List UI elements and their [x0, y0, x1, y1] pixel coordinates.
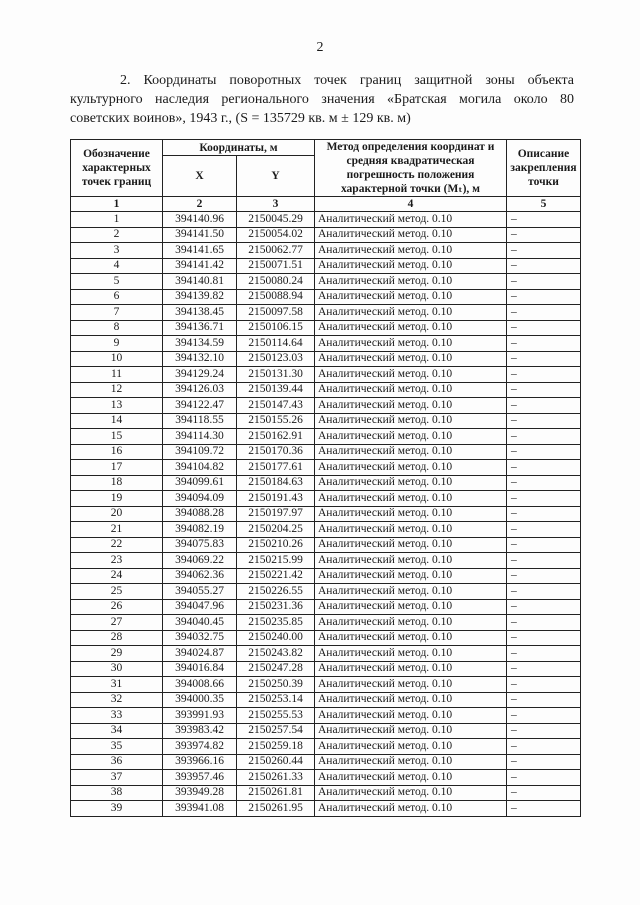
x-coordinate-cell: 394047.96	[163, 599, 237, 615]
table-row	[71, 491, 581, 507]
y-coordinate-cell: 2150170.36	[237, 444, 315, 460]
point-number-cell: 31	[71, 677, 163, 693]
point-number-cell: 6	[71, 289, 163, 305]
table-row	[71, 677, 581, 693]
y-coordinate-cell: 2150097.58	[237, 305, 315, 321]
method-cell: Аналитический метод. 0.10	[315, 289, 507, 305]
description-cell: –	[507, 320, 581, 336]
y-coordinate-cell: 2150261.95	[237, 801, 315, 817]
description-cell: –	[507, 274, 581, 290]
table-row	[71, 274, 581, 290]
point-number-cell: 30	[71, 661, 163, 677]
method-cell: Аналитический метод. 0.10	[315, 553, 507, 569]
x-coordinate-cell: 394062.36	[163, 568, 237, 584]
x-coordinate-cell: 394099.61	[163, 475, 237, 491]
header-x: X	[163, 156, 237, 197]
header-description: Описание закрепления точки	[507, 140, 581, 197]
table-row	[71, 413, 581, 429]
x-coordinate-cell: 394126.03	[163, 382, 237, 398]
method-cell: Аналитический метод. 0.10	[315, 522, 507, 538]
x-coordinate-cell: 394069.22	[163, 553, 237, 569]
y-coordinate-cell: 2150191.43	[237, 491, 315, 507]
column-number: 2	[163, 197, 237, 212]
description-cell: –	[507, 677, 581, 693]
column-number-row	[71, 197, 581, 212]
y-coordinate-cell: 2150080.24	[237, 274, 315, 290]
point-number-cell: 28	[71, 630, 163, 646]
page-number: 2	[316, 40, 324, 55]
y-coordinate-cell: 2150062.77	[237, 243, 315, 259]
table-row	[71, 320, 581, 336]
x-coordinate-cell: 394008.66	[163, 677, 237, 693]
description-cell: –	[507, 770, 581, 786]
y-coordinate-cell: 2150221.42	[237, 568, 315, 584]
table-row	[71, 289, 581, 305]
method-cell: Аналитический метод. 0.10	[315, 351, 507, 367]
point-number-cell: 16	[71, 444, 163, 460]
method-cell: Аналитический метод. 0.10	[315, 785, 507, 801]
y-coordinate-cell: 2150253.14	[237, 692, 315, 708]
point-number-cell: 23	[71, 553, 163, 569]
x-coordinate-cell: 394134.59	[163, 336, 237, 352]
y-coordinate-cell: 2150255.53	[237, 708, 315, 724]
method-cell: Аналитический метод. 0.10	[315, 460, 507, 476]
description-cell: –	[507, 227, 581, 243]
point-number-cell: 10	[71, 351, 163, 367]
x-coordinate-cell: 394136.71	[163, 320, 237, 336]
table-row	[71, 708, 581, 724]
table-row	[71, 584, 581, 600]
description-cell: –	[507, 723, 581, 739]
x-coordinate-cell: 393966.16	[163, 754, 237, 770]
point-number-cell: 36	[71, 754, 163, 770]
description-cell: –	[507, 398, 581, 414]
y-coordinate-cell: 2150114.64	[237, 336, 315, 352]
x-coordinate-cell: 393957.46	[163, 770, 237, 786]
description-cell: –	[507, 429, 581, 445]
table-row	[71, 382, 581, 398]
description-cell: –	[507, 739, 581, 755]
y-coordinate-cell: 2150261.81	[237, 785, 315, 801]
point-number-cell: 12	[71, 382, 163, 398]
table-row	[71, 568, 581, 584]
point-number-cell: 15	[71, 429, 163, 445]
method-cell: Аналитический метод. 0.10	[315, 708, 507, 724]
description-cell: –	[507, 336, 581, 352]
table-row	[71, 336, 581, 352]
y-coordinate-cell: 2150243.82	[237, 646, 315, 662]
y-coordinate-cell: 2150088.94	[237, 289, 315, 305]
description-cell: –	[507, 553, 581, 569]
y-coordinate-cell: 2150210.26	[237, 537, 315, 553]
x-coordinate-cell: 393949.28	[163, 785, 237, 801]
header-coordinates: Координаты, м	[163, 140, 315, 156]
y-coordinate-cell: 2150045.29	[237, 212, 315, 228]
description-cell: –	[507, 305, 581, 321]
method-cell: Аналитический метод. 0.10	[315, 227, 507, 243]
method-cell: Аналитический метод. 0.10	[315, 739, 507, 755]
y-coordinate-cell: 2150240.00	[237, 630, 315, 646]
description-cell: –	[507, 506, 581, 522]
point-number-cell: 5	[71, 274, 163, 290]
table-row	[71, 398, 581, 414]
description-cell: –	[507, 615, 581, 631]
x-coordinate-cell: 394132.10	[163, 351, 237, 367]
y-coordinate-cell: 2150054.02	[237, 227, 315, 243]
description-cell: –	[507, 630, 581, 646]
table-row	[71, 243, 581, 259]
x-coordinate-cell: 394139.82	[163, 289, 237, 305]
y-coordinate-cell: 2150155.26	[237, 413, 315, 429]
method-cell: Аналитический метод. 0.10	[315, 305, 507, 321]
x-coordinate-cell: 393991.93	[163, 708, 237, 724]
table-row	[71, 615, 581, 631]
method-cell: Аналитический метод. 0.10	[315, 599, 507, 615]
description-cell: –	[507, 646, 581, 662]
point-number-cell: 19	[71, 491, 163, 507]
y-coordinate-cell: 2150260.44	[237, 754, 315, 770]
y-coordinate-cell: 2150147.43	[237, 398, 315, 414]
table-row	[71, 723, 581, 739]
description-cell: –	[507, 522, 581, 538]
table-row	[71, 475, 581, 491]
method-cell: Аналитический метод. 0.10	[315, 770, 507, 786]
point-number-cell: 33	[71, 708, 163, 724]
table-row	[71, 630, 581, 646]
header-point-designation: Обозначение характерных точек границ	[71, 140, 163, 197]
table-row	[71, 646, 581, 662]
coordinates-table	[70, 139, 581, 817]
method-cell: Аналитический метод. 0.10	[315, 367, 507, 383]
point-number-cell: 1	[71, 212, 163, 228]
y-coordinate-cell: 2150071.51	[237, 258, 315, 274]
method-cell: Аналитический метод. 0.10	[315, 568, 507, 584]
y-coordinate-cell: 2150162.91	[237, 429, 315, 445]
table-row	[71, 739, 581, 755]
column-number: 5	[507, 197, 581, 212]
y-coordinate-cell: 2150131.30	[237, 367, 315, 383]
y-coordinate-cell: 2150250.39	[237, 677, 315, 693]
y-coordinate-cell: 2150139.44	[237, 382, 315, 398]
method-cell: Аналитический метод. 0.10	[315, 413, 507, 429]
point-number-cell: 4	[71, 258, 163, 274]
y-coordinate-cell: 2150204.25	[237, 522, 315, 538]
point-number-cell: 17	[71, 460, 163, 476]
method-cell: Аналитический метод. 0.10	[315, 212, 507, 228]
x-coordinate-cell: 393983.42	[163, 723, 237, 739]
x-coordinate-cell: 394129.24	[163, 367, 237, 383]
heading-line-1: 2. Координаты поворотных точек границ защитной зоны объекта	[120, 73, 574, 88]
method-cell: Аналитический метод. 0.10	[315, 258, 507, 274]
method-cell: Аналитический метод. 0.10	[315, 801, 507, 817]
x-coordinate-cell: 394122.47	[163, 398, 237, 414]
x-coordinate-cell: 394118.55	[163, 413, 237, 429]
method-cell: Аналитический метод. 0.10	[315, 630, 507, 646]
table-row	[71, 212, 581, 228]
point-number-cell: 14	[71, 413, 163, 429]
method-cell: Аналитический метод. 0.10	[315, 243, 507, 259]
x-coordinate-cell: 394094.09	[163, 491, 237, 507]
table-row	[71, 599, 581, 615]
point-number-cell: 3	[71, 243, 163, 259]
header-method: Метод определения координат и средняя квадратическая погрешность положения характерной точки (Mₜ), м	[315, 140, 507, 197]
y-coordinate-cell: 2150123.03	[237, 351, 315, 367]
x-coordinate-cell: 394016.84	[163, 661, 237, 677]
method-cell: Аналитический метод. 0.10	[315, 429, 507, 445]
table-row	[71, 305, 581, 321]
point-number-cell: 21	[71, 522, 163, 538]
method-cell: Аналитический метод. 0.10	[315, 584, 507, 600]
table-row	[71, 754, 581, 770]
x-coordinate-cell: 394141.42	[163, 258, 237, 274]
point-number-cell: 20	[71, 506, 163, 522]
point-number-cell: 13	[71, 398, 163, 414]
point-number-cell: 24	[71, 568, 163, 584]
description-cell: –	[507, 599, 581, 615]
column-number: 4	[315, 197, 507, 212]
y-coordinate-cell: 2150184.63	[237, 475, 315, 491]
y-coordinate-cell: 2150197.97	[237, 506, 315, 522]
point-number-cell: 26	[71, 599, 163, 615]
y-coordinate-cell: 2150235.85	[237, 615, 315, 631]
description-cell: –	[507, 444, 581, 460]
table-row	[71, 351, 581, 367]
x-coordinate-cell: 393974.82	[163, 739, 237, 755]
point-number-cell: 35	[71, 739, 163, 755]
description-cell: –	[507, 491, 581, 507]
point-number-cell: 37	[71, 770, 163, 786]
column-number: 3	[237, 197, 315, 212]
method-cell: Аналитический метод. 0.10	[315, 274, 507, 290]
description-cell: –	[507, 537, 581, 553]
method-cell: Аналитический метод. 0.10	[315, 692, 507, 708]
point-number-cell: 29	[71, 646, 163, 662]
y-coordinate-cell: 2150226.55	[237, 584, 315, 600]
x-coordinate-cell: 394082.19	[163, 522, 237, 538]
method-cell: Аналитический метод. 0.10	[315, 754, 507, 770]
method-cell: Аналитический метод. 0.10	[315, 320, 507, 336]
description-cell: –	[507, 289, 581, 305]
point-number-cell: 8	[71, 320, 163, 336]
y-coordinate-cell: 2150261.33	[237, 770, 315, 786]
description-cell: –	[507, 460, 581, 476]
method-cell: Аналитический метод. 0.10	[315, 475, 507, 491]
point-number-cell: 25	[71, 584, 163, 600]
table-row	[71, 506, 581, 522]
point-number-cell: 27	[71, 615, 163, 631]
table-row	[71, 227, 581, 243]
heading-line-3: советских воинов», 1943 г., (S = 135729 кв. м ± 129 кв. м)	[70, 111, 411, 126]
table-row	[71, 367, 581, 383]
table-row	[71, 258, 581, 274]
x-coordinate-cell: 394140.81	[163, 274, 237, 290]
method-cell: Аналитический метод. 0.10	[315, 398, 507, 414]
heading-line-2: культурного наследия регионального значения «Братская могила около 80	[70, 92, 574, 107]
x-coordinate-cell: 393941.08	[163, 801, 237, 817]
point-number-cell: 39	[71, 801, 163, 817]
x-coordinate-cell: 394075.83	[163, 537, 237, 553]
description-cell: –	[507, 692, 581, 708]
table-row	[71, 661, 581, 677]
description-cell: –	[507, 568, 581, 584]
description-cell: –	[507, 801, 581, 817]
column-number: 1	[71, 197, 163, 212]
table-row	[71, 444, 581, 460]
table-row	[71, 553, 581, 569]
y-coordinate-cell: 2150231.36	[237, 599, 315, 615]
method-cell: Аналитический метод. 0.10	[315, 615, 507, 631]
x-coordinate-cell: 394000.35	[163, 692, 237, 708]
table-body	[71, 212, 581, 817]
description-cell: –	[507, 708, 581, 724]
point-number-cell: 11	[71, 367, 163, 383]
description-cell: –	[507, 785, 581, 801]
method-cell: Аналитический метод. 0.10	[315, 382, 507, 398]
x-coordinate-cell: 394114.30	[163, 429, 237, 445]
table-row	[71, 770, 581, 786]
y-coordinate-cell: 2150106.15	[237, 320, 315, 336]
y-coordinate-cell: 2150247.28	[237, 661, 315, 677]
x-coordinate-cell: 394141.65	[163, 243, 237, 259]
y-coordinate-cell: 2150177.61	[237, 460, 315, 476]
x-coordinate-cell: 394024.87	[163, 646, 237, 662]
x-coordinate-cell: 394104.82	[163, 460, 237, 476]
description-cell: –	[507, 258, 581, 274]
description-cell: –	[507, 661, 581, 677]
method-cell: Аналитический метод. 0.10	[315, 444, 507, 460]
description-cell: –	[507, 351, 581, 367]
x-coordinate-cell: 394055.27	[163, 584, 237, 600]
table-row	[71, 537, 581, 553]
method-cell: Аналитический метод. 0.10	[315, 661, 507, 677]
x-coordinate-cell: 394138.45	[163, 305, 237, 321]
header-y: Y	[237, 156, 315, 197]
x-coordinate-cell: 394032.75	[163, 630, 237, 646]
method-cell: Аналитический метод. 0.10	[315, 336, 507, 352]
y-coordinate-cell: 2150257.54	[237, 723, 315, 739]
point-number-cell: 18	[71, 475, 163, 491]
y-coordinate-cell: 2150215.99	[237, 553, 315, 569]
description-cell: –	[507, 367, 581, 383]
table-row	[71, 460, 581, 476]
description-cell: –	[507, 584, 581, 600]
table-row	[71, 522, 581, 538]
table-row	[71, 801, 581, 817]
description-cell: –	[507, 243, 581, 259]
table-row	[71, 692, 581, 708]
x-coordinate-cell: 394141.50	[163, 227, 237, 243]
method-cell: Аналитический метод. 0.10	[315, 537, 507, 553]
x-coordinate-cell: 394140.96	[163, 212, 237, 228]
method-cell: Аналитический метод. 0.10	[315, 646, 507, 662]
method-cell: Аналитический метод. 0.10	[315, 723, 507, 739]
method-cell: Аналитический метод. 0.10	[315, 677, 507, 693]
method-cell: Аналитический метод. 0.10	[315, 491, 507, 507]
description-cell: –	[507, 212, 581, 228]
point-number-cell: 32	[71, 692, 163, 708]
point-number-cell: 2	[71, 227, 163, 243]
x-coordinate-cell: 394040.45	[163, 615, 237, 631]
table-row	[71, 785, 581, 801]
table-row	[71, 429, 581, 445]
point-number-cell: 7	[71, 305, 163, 321]
method-cell: Аналитический метод. 0.10	[315, 506, 507, 522]
y-coordinate-cell: 2150259.18	[237, 739, 315, 755]
point-number-cell: 9	[71, 336, 163, 352]
description-cell: –	[507, 754, 581, 770]
point-number-cell: 22	[71, 537, 163, 553]
x-coordinate-cell: 394088.28	[163, 506, 237, 522]
x-coordinate-cell: 394109.72	[163, 444, 237, 460]
description-cell: –	[507, 413, 581, 429]
description-cell: –	[507, 475, 581, 491]
point-number-cell: 34	[71, 723, 163, 739]
section-heading	[70, 71, 574, 128]
point-number-cell: 38	[71, 785, 163, 801]
description-cell: –	[507, 382, 581, 398]
